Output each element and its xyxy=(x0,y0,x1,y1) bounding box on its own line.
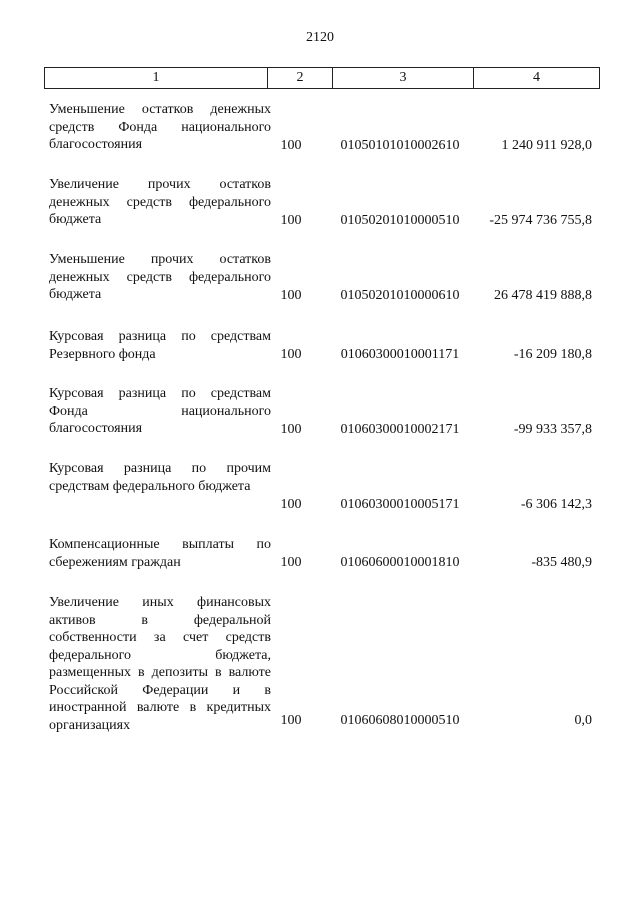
row-description: Курсовая разница по средствам Фонда национального благосостояния xyxy=(49,386,271,436)
header-col-3: 3 xyxy=(333,68,474,89)
table-row xyxy=(44,251,600,304)
table-row xyxy=(44,328,600,363)
row-code: 100 xyxy=(280,212,302,228)
row-kbk: 01060608010000510 xyxy=(340,712,460,728)
table-row xyxy=(44,385,600,438)
table-row xyxy=(44,176,600,229)
row-code: 100 xyxy=(280,554,302,570)
row-kbk: 01050201010000610 xyxy=(340,287,460,303)
table-row xyxy=(44,594,600,733)
row-kbk: 01050201010000510 xyxy=(340,212,460,228)
row-description: Компенсационные выплаты по сбережениям граждан xyxy=(49,537,271,570)
row-amount: 0,0 xyxy=(574,712,592,728)
row-kbk: 01060300010002171 xyxy=(340,421,460,437)
table-row xyxy=(44,460,600,513)
page-number: 2120 xyxy=(306,30,334,45)
row-description: Курсовая разница по средствам Резервного фонда xyxy=(49,329,271,362)
table-header xyxy=(44,67,600,89)
row-amount: -25 974 736 755,8 xyxy=(489,212,592,228)
table-row xyxy=(44,536,600,571)
row-kbk: 01060300010005171 xyxy=(340,496,460,512)
row-amount: 1 240 911 928,0 xyxy=(501,137,592,153)
row-kbk: 01050101010002610 xyxy=(340,137,460,153)
row-code: 100 xyxy=(280,712,302,728)
row-code: 100 xyxy=(280,496,302,512)
row-code: 100 xyxy=(280,287,302,303)
header-col-4: 4 xyxy=(474,68,600,89)
row-amount: -6 306 142,3 xyxy=(520,496,592,512)
row-code: 100 xyxy=(280,421,302,437)
row-amount: -835 480,9 xyxy=(531,554,592,570)
row-description: Уменьшение прочих остатков денежных средств федерального бюджета xyxy=(49,252,271,302)
row-code: 100 xyxy=(280,346,302,362)
row-amount: -99 933 357,8 xyxy=(513,421,592,437)
row-description: Уменьшение остатков денежных средств Фонда национального благосостояния xyxy=(49,102,271,152)
row-kbk: 01060300010001171 xyxy=(340,346,460,362)
row-kbk: 01060600010001810 xyxy=(340,554,460,570)
table-row xyxy=(44,101,600,154)
row-amount: 26 478 419 888,8 xyxy=(494,287,592,303)
header-col-1: 1 xyxy=(45,68,268,89)
header-col-2: 2 xyxy=(268,68,333,89)
row-description: Увеличение иных финансовых активов в федеральной собственности за счет средств федерального бюджета, размещенных в депозиты в валюте Российской Федерации и в иностранной валюте в кредитных организациях xyxy=(49,595,271,733)
row-amount: -16 209 180,8 xyxy=(513,346,592,362)
row-code: 100 xyxy=(280,137,302,153)
row-description: Курсовая разница по прочим средствам федерального бюджета xyxy=(49,461,271,494)
row-description: Увеличение прочих остатков денежных средств федерального бюджета xyxy=(49,177,271,227)
